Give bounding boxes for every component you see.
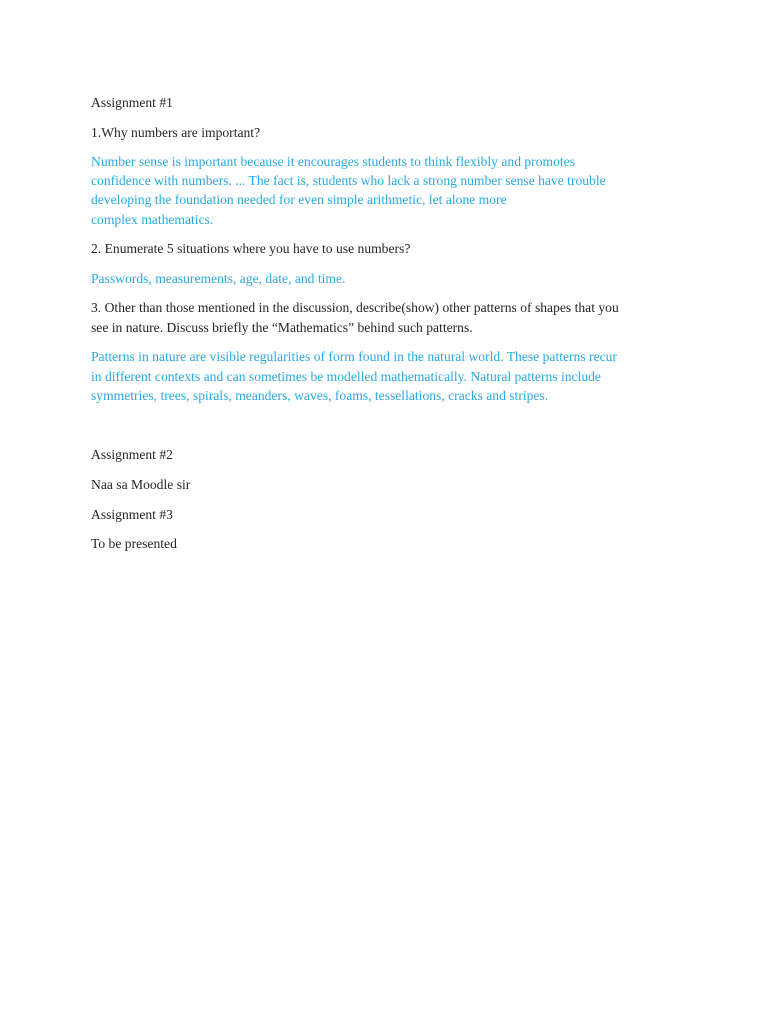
answer-2: Passwords, measurements, age, date, and time. (91, 271, 346, 286)
assignment-3-heading: Assignment #3 (91, 507, 173, 522)
answer-1-line-1: Number sense is important because it encourages students to think flexibly and promotes (91, 154, 575, 169)
question-2: 2. Enumerate 5 situations where you have to use numbers? (91, 241, 411, 256)
assignment-2-text: Naa sa Moodle sir (91, 477, 191, 492)
answer-3-line-2: in different contexts and can sometimes be modelled mathematically. Natural patterns include (91, 369, 601, 384)
answer-1-line-2: confidence with numbers. ... The fact is, students who lack a strong number sense have trouble (91, 173, 606, 188)
assignment-2-heading: Assignment #2 (91, 447, 173, 462)
question-3-line-1: 3. Other than those mentioned in the discussion, describe(show) other patterns of shapes that you (91, 300, 619, 315)
question-3-line-2: see in nature. Discuss briefly the “Mathematics” behind such patterns. (91, 320, 473, 335)
answer-3-line-3: symmetries, trees, spirals, meanders, waves, foams, tessellations, cracks and stripes. (91, 388, 549, 403)
assignment-1-heading: Assignment #1 (91, 95, 173, 110)
answer-1-line-3: developing the foundation needed for even simple arithmetic, let alone more (91, 192, 507, 207)
question-1: 1.Why numbers are important? (91, 125, 261, 140)
assignment-3-text: To be presented (91, 536, 177, 551)
answer-3-line-1: Patterns in nature are visible regularities of form found in the natural world. These patterns recur (91, 349, 617, 364)
answer-1-line-4: complex mathematics. (91, 212, 214, 227)
